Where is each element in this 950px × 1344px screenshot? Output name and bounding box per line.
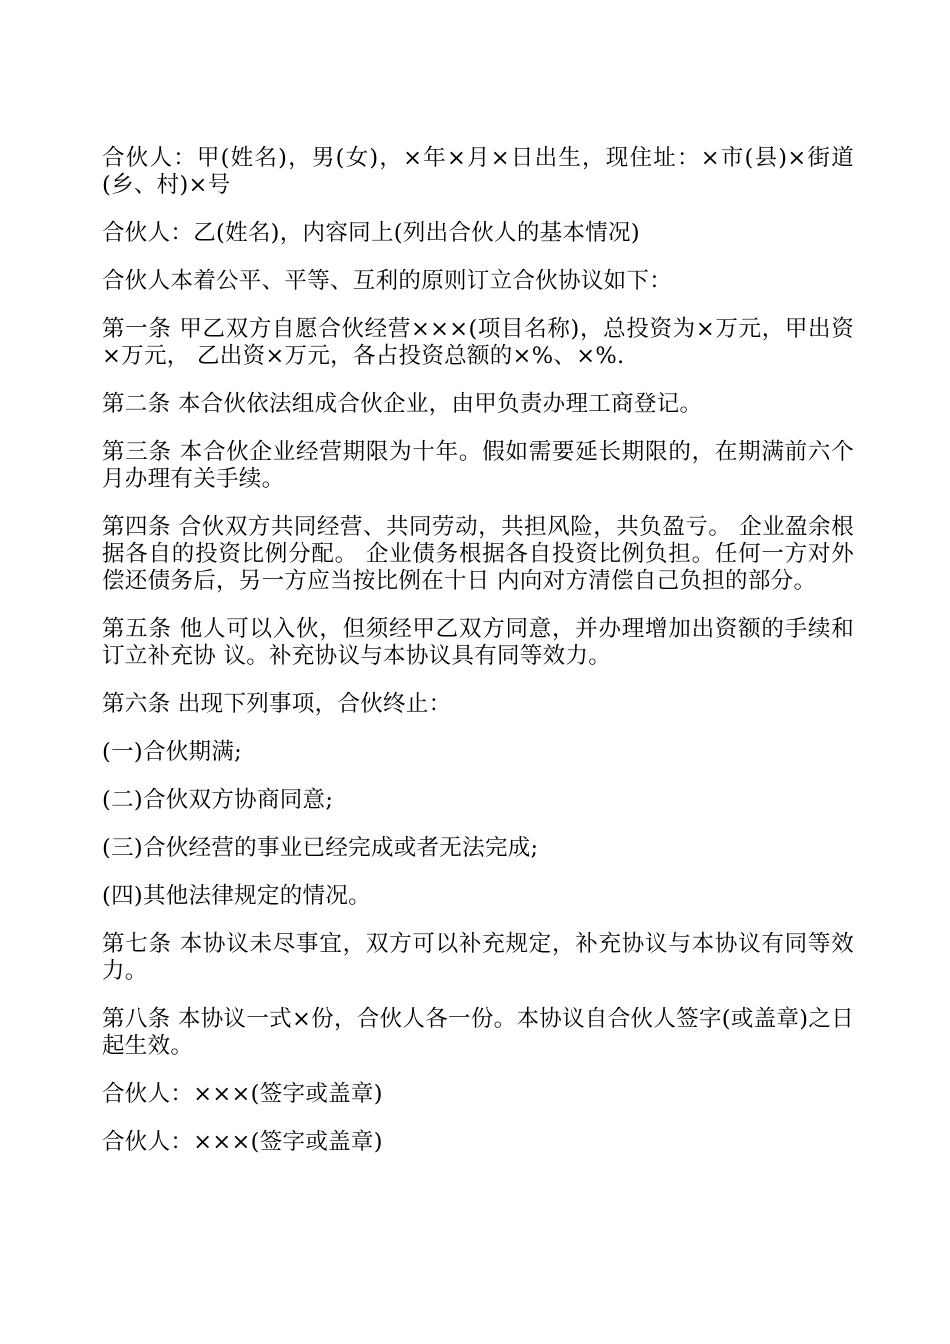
- article-8: 第八条 本协议一式×份，合伙人各一份。本协议自合伙人签字(或盖章)之日起生效。: [102, 1006, 854, 1059]
- signature-line-1: 合伙人：×××(签字或盖章): [102, 1081, 383, 1107]
- agreement-preamble: 合伙人本着公平、平等、互利的原则订立合伙协议如下：: [102, 268, 673, 294]
- article-7: 第七条 本协议未尽事宜，双方可以补充规定，补充协议与本协议有同等效力。: [102, 931, 854, 984]
- article-5: 第五条 他人可以入伙，但须经甲乙双方同意，并办理增加出资额的手续和订立补充协 议。补充协议与本协议具有同等效力。: [102, 616, 854, 669]
- partner-a-info: 合伙人：甲(姓名)，男(女)，×年×月×日出生，现住址：×市(县)×街道(乡、村)×号: [102, 145, 854, 198]
- termination-item-1: (一)合伙期满;: [102, 739, 243, 765]
- termination-item-4: (四)其他法律规定的情况。: [102, 883, 371, 909]
- article-4: 第四条 合伙双方共同经营、共同劳动，共担风险，共负盈亏。 企业盈余根据各自的投资比例分配。 企业债务根据各自投资比例负担。任何一方对外偿还债务后，另一方应当按比例在十日 内向对方清偿自己负担的部分。: [102, 514, 854, 594]
- article-3: 第三条 本合伙企业经营期限为十年。假如需要延长期限的，在期满前六个月办理有关手续。: [102, 439, 854, 492]
- termination-item-3: (三)合伙经营的事业已经完成或者无法完成;: [102, 835, 539, 861]
- article-2: 第二条 本合伙依法组成合伙企业，由甲负责办理工商登记。: [102, 391, 703, 417]
- article-6: 第六条 出现下列事项，合伙终止：: [102, 691, 452, 717]
- article-1: 第一条 甲乙双方自愿合伙经营×××(项目名称)，总投资为×万元，甲出资×万元， 乙出资×万元，各占投资总额的×%、×%.: [102, 316, 854, 369]
- termination-item-2: (二)合伙双方协商同意;: [102, 787, 334, 813]
- partner-b-info: 合伙人：乙(姓名)，内容同上(列出合伙人的基本情况): [102, 220, 640, 246]
- document-body: [102, 145, 854, 1177]
- signature-line-2: 合伙人：×××(签字或盖章): [102, 1129, 383, 1155]
